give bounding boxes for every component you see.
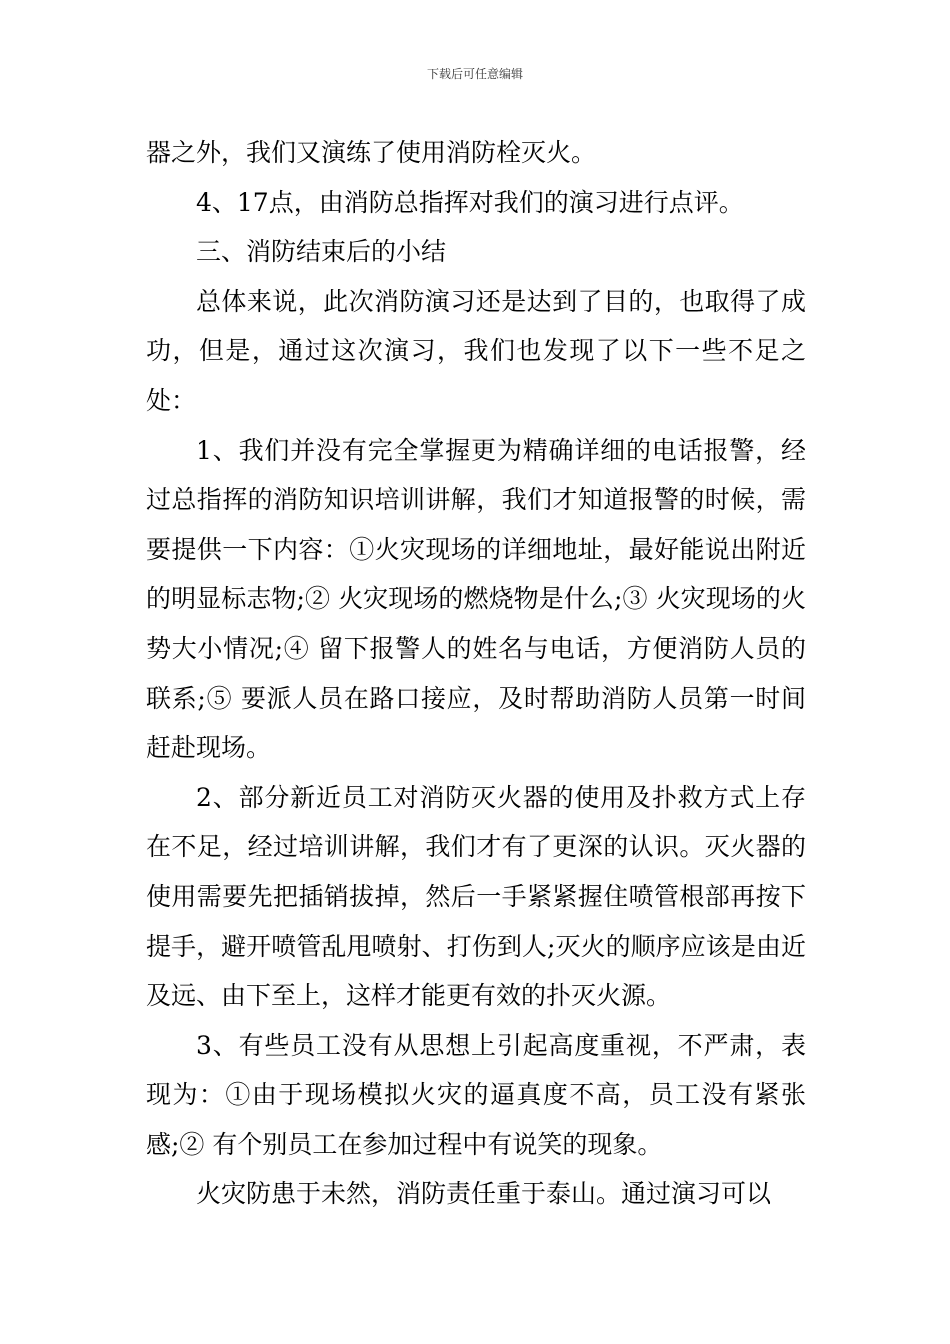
document-body [146, 128, 806, 1219]
paragraph-7: 3、有些员工没有从思想上引起高度重视，不严肃，表现为：①由于现场模拟火灾的逼真度不高，员工没有紧张感;② 有个别员工在参加过程中有说笑的现象。 [146, 1030, 806, 1159]
paragraph-1: 器之外，我们又演练了使用消防栓灭火。 [146, 138, 597, 167]
paragraph-4: 总体来说，此次消防演习还是达到了目的，也取得了成功，但是，通过这次演习，我们也发现了以下一些不足之处： [146, 286, 806, 415]
paragraph-5: 1、我们并没有完全掌握更为精确详细的电话报警，经过总指挥的消防知识培训讲解，我们才知道报警的时候，需要提供一下内容：①火灾现场的详细地址，最好能说出附近的明显标志物;② 火灾现场的燃烧物是什么;③ 火灾现场的火势大小情况;④ 留下报警人的姓名与电话，方便消防人员的联系;⑤ 要派人员在路口接应，及时帮助消防人员第一时间赶赴现场。 [146, 435, 806, 763]
paragraph-8: 火灾防患于未然，消防责任重于泰山。通过演习可以 [196, 1179, 772, 1209]
section-heading: 三、消防结束后的小结 [196, 237, 447, 267]
paragraph-2: 4、17点，由消防总指挥对我们的演习进行点评。 [196, 187, 744, 217]
paragraph-6: 2、部分新近员工对消防灭火器的使用及扑救方式上存在不足，经过培训讲解，我们才有了更深的认识。灭火器的使用需要先把插销拔掉，然后一手紧紧握住喷管根部再按下提手，避开喷管乱甩喷射、打伤到人;灭火的顺序应该是由近及远、由下至上，这样才能更有效的扑灭火源。 [146, 782, 806, 1011]
page-header: 下载后可任意编辑 [426, 67, 523, 81]
